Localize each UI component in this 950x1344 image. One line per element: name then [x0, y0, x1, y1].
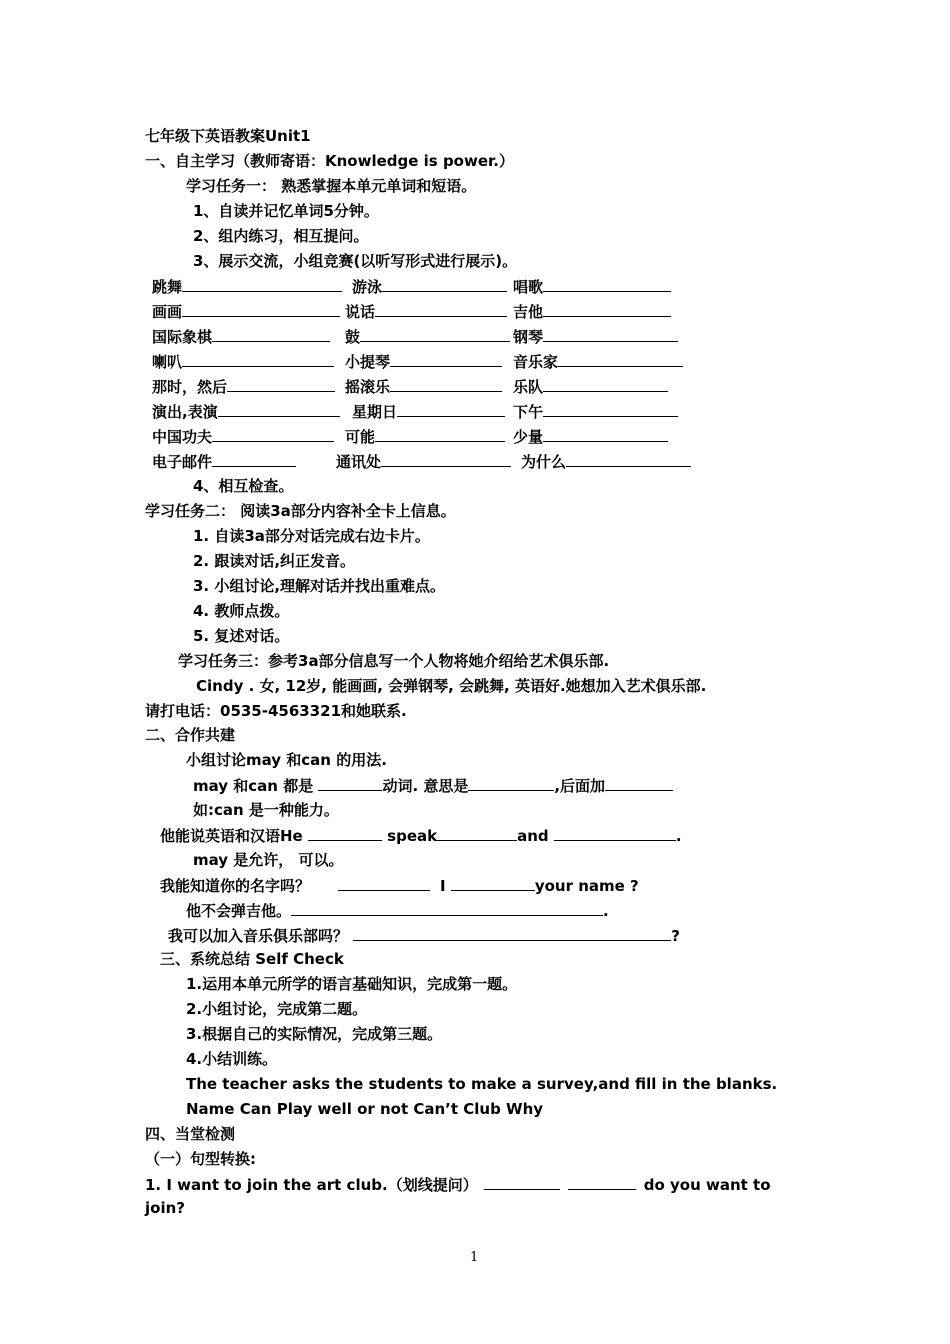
s2-line: 如:can 是一种能力。: [193, 801, 339, 819]
vocab-word: 下午: [513, 403, 544, 421]
text: .: [603, 902, 609, 920]
s3-step: 4.小结训练。: [186, 1050, 278, 1068]
vocab-word: 少量: [513, 428, 544, 446]
answer-blank[interactable]: [484, 1175, 560, 1190]
task2-step: 3. 小组讨论,理解对话并找出重难点。: [193, 577, 446, 595]
text: do you want to: [643, 1176, 771, 1194]
task3: 学习任务三：参考3a部分信息写一个人物将她介绍给艺术俱乐部.: [178, 652, 610, 670]
vocab-word: 音乐家: [513, 353, 559, 371]
vocab-row: [152, 402, 712, 422]
s2-line: [186, 901, 609, 920]
vocab-row: [152, 277, 712, 297]
s2-line: [160, 826, 682, 845]
task1: 学习任务一： 熟悉掌握本单元单词和短语。: [186, 177, 477, 195]
answer-blank[interactable]: [382, 277, 507, 292]
text: 1. I want to join the art club.（划线提问）: [145, 1176, 478, 1194]
answer-blank[interactable]: [212, 452, 296, 467]
answer-blank[interactable]: [558, 352, 683, 367]
vocab-word: 鼓: [345, 328, 361, 346]
answer-blank[interactable]: [182, 352, 334, 367]
vocab-row: [152, 377, 712, 397]
answer-blank[interactable]: [390, 377, 502, 392]
answer-blank[interactable]: [182, 277, 342, 292]
text: .: [675, 827, 682, 845]
answer-blank[interactable]: [381, 452, 511, 467]
text: 他能说英语和汉语He: [160, 827, 308, 845]
answer-blank[interactable]: [227, 377, 335, 392]
text: speak: [381, 827, 438, 845]
text: ?: [671, 927, 680, 945]
answer-blank[interactable]: [390, 352, 502, 367]
task2-step: 5. 复述对话。: [193, 627, 290, 645]
s2-line: 小组讨论may 和can 的用法.: [186, 751, 387, 769]
text: may 和can 都是: [193, 777, 319, 795]
s2-line: [193, 776, 673, 795]
text: your name ?: [534, 877, 639, 895]
text: and: [517, 827, 554, 845]
answer-blank[interactable]: [451, 876, 535, 891]
answer-blank[interactable]: [397, 402, 505, 417]
text: 动词. 意思是: [382, 777, 469, 795]
answer-blank[interactable]: [375, 427, 505, 442]
vocab-word: 说话: [345, 303, 376, 321]
vocab-word: 画画: [152, 303, 183, 321]
vocab-word: 那时，然后: [152, 378, 228, 396]
s3-step: 2.小组讨论，完成第二题。: [186, 1000, 368, 1018]
task3-text: Cindy . 女, 12岁, 能画画, 会弹钢琴, 会跳舞, 英语好.她想加入艺术俱乐部.: [196, 677, 707, 695]
task3-text: 请打电话：0535-4563321和她联系.: [145, 702, 407, 720]
answer-blank[interactable]: [353, 926, 671, 941]
answer-blank[interactable]: [308, 826, 382, 841]
vocab-word: 为什么: [521, 453, 567, 471]
answer-blank[interactable]: [605, 776, 673, 791]
text: 我可以加入音乐俱乐部吗？: [168, 927, 354, 945]
vocab-word: 跳舞: [152, 278, 183, 296]
answer-blank[interactable]: [543, 327, 678, 342]
vocab-word: 电子邮件: [152, 453, 213, 471]
answer-blank[interactable]: [554, 826, 676, 841]
s4-question-cont: join?: [145, 1199, 185, 1217]
answer-blank[interactable]: [543, 427, 668, 442]
answer-blank[interactable]: [543, 277, 671, 292]
section1-heading: 一、自主学习（教师寄语：Knowledge is power.）: [145, 152, 514, 170]
vocab-word: 喇叭: [152, 353, 183, 371]
task2-step: 1. 自读3a部分对话完成右边卡片。: [193, 527, 430, 545]
text: 他不会弹吉他。: [186, 902, 292, 920]
task2: 学习任务二： 阅读3a部分内容补全卡上信息。: [145, 502, 456, 520]
answer-blank[interactable]: [212, 427, 334, 442]
vocab-word: 演出,表演: [152, 403, 218, 421]
vocab-row: [152, 327, 712, 347]
page-title: 七年级下英语教案Unit1: [145, 127, 311, 145]
answer-blank[interactable]: [318, 776, 382, 791]
s3-step: 3.根据自己的实际情况，完成第三题。: [186, 1025, 443, 1043]
vocab-word: 唱歌: [513, 278, 544, 296]
answer-blank[interactable]: [218, 402, 340, 417]
vocab-word: 星期日: [352, 403, 398, 421]
answer-blank[interactable]: [375, 302, 507, 317]
task2-step: 4. 教师点拨。: [193, 602, 290, 620]
section3-heading: 三、系统总结 Self Check: [160, 950, 344, 968]
survey-table-header: Name Can Play well or not Can’t Club Why: [186, 1100, 544, 1118]
section4-heading: 四、当堂检测: [145, 1125, 236, 1143]
answer-blank[interactable]: [543, 377, 668, 392]
answer-blank[interactable]: [360, 327, 510, 342]
s3-instruction: The teacher asks the students to make a survey,and fill in the blanks.: [186, 1075, 778, 1093]
answer-blank[interactable]: [291, 901, 603, 916]
vocab-row: [152, 352, 712, 372]
vocab-word: 游泳: [352, 278, 383, 296]
answer-blank[interactable]: [566, 452, 691, 467]
vocab-row: [152, 452, 712, 472]
vocab-word: 中国功夫: [152, 428, 213, 446]
answer-blank[interactable]: [468, 776, 554, 791]
vocab-word: 可能: [345, 428, 376, 446]
s2-line: [160, 876, 639, 895]
answer-blank[interactable]: [543, 402, 678, 417]
task1-step: 2、组内练习，相互提问。: [193, 227, 369, 245]
vocab-word: 摇滚乐: [345, 378, 391, 396]
s2-line: [168, 926, 680, 945]
page-number: 1: [470, 1250, 479, 1265]
text: 我能知道你的名字吗？: [160, 877, 311, 895]
vocab-word: 乐队: [513, 378, 544, 396]
vocab-word: 吉他: [513, 303, 544, 321]
task1-step: 1、自读并记忆单词5分钟。: [193, 202, 379, 220]
answer-blank[interactable]: [338, 876, 430, 891]
answer-blank[interactable]: [437, 826, 517, 841]
task1-step: 3、展示交流，小组竞赛(以听写形式进行展示)。: [193, 252, 518, 270]
vocab-word: 钢琴: [513, 328, 544, 346]
s4-subheading: （一）句型转换:: [145, 1150, 256, 1168]
text: I: [440, 877, 451, 895]
answer-blank[interactable]: [212, 327, 330, 342]
section2-heading: 二、合作共建: [145, 726, 236, 744]
task1-step: 4、相互检查。: [193, 477, 294, 495]
task2-step: 2. 跟读对话,纠正发音。: [193, 552, 356, 570]
vocab-word: 国际象棋: [152, 328, 213, 346]
s2-line: may 是允许， 可以。: [193, 851, 344, 869]
text: ,后面加: [554, 777, 606, 795]
answer-blank[interactable]: [568, 1175, 636, 1190]
vocab-row: [152, 302, 712, 322]
s3-step: 1.运用本单元所学的语言基础知识，完成第一题。: [186, 975, 518, 993]
vocab-row: [152, 427, 712, 447]
answer-blank[interactable]: [182, 302, 340, 317]
answer-blank[interactable]: [543, 302, 671, 317]
s4-question: [145, 1175, 771, 1194]
vocab-word: 通讯处: [336, 453, 382, 471]
vocab-word: 小提琴: [345, 353, 391, 371]
